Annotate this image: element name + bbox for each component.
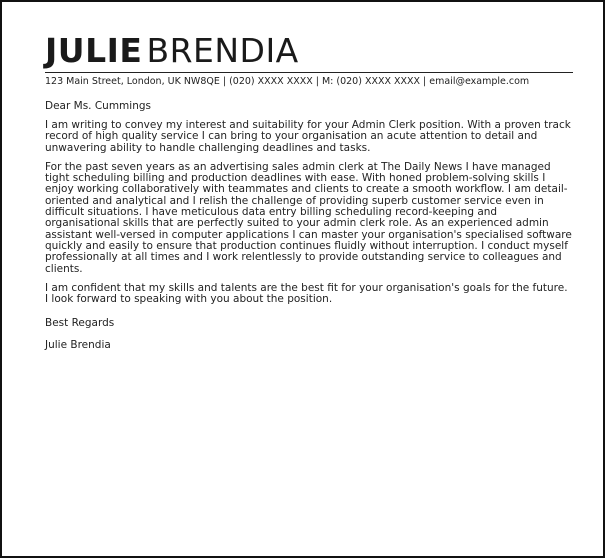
signature-name: Julie Brendia	[45, 339, 111, 352]
contact-line: 123 Main Street, London, UK NW8QE | (020) XXXX XXXX | M: (020) XXXX XXXX | email@example.com	[45, 72, 573, 88]
sender-first-name: JULIE	[45, 31, 143, 70]
salutation: Dear Ms. Cummings	[45, 100, 151, 112]
body-paragraph-2: For the past seven years as an advertising sales admin clerk at The Daily News I have managed tight scheduling billing and production deadlines with ease. With honed problem-solving skills I enjoy working collaboratively with teammates and clients to create a smooth workflow. I am detail-oriented and analytical and I relish the challenge of providing superb customer service even in difficult situations. I have meticulous data entry billing scheduling record-keeping and organisational skills that are perfectly suited to your admin clerk role. As an experienced admin assistant well-versed in computer applications I can master your organisation's specialised software quickly and easily to ensure that production continues fluidly without interruption. I conduct myself professionally at all times and I work relentlessly to provide outstanding service to colleagues and clients.	[45, 160, 572, 275]
closing: Best Regards	[45, 317, 115, 330]
body-paragraph-3: I am confident that my skills and talents are the best fit for your organisation's goals for the future. I look forward to speaking with you about the position.	[45, 281, 568, 306]
letter-content	[45, 32, 573, 351]
sender-name	[45, 32, 573, 70]
sender-last-name: BRENDIA	[146, 31, 299, 70]
body-paragraph-1: I am writing to convey my interest and suitability for your Admin Clerk position. With a proven track record of high quality service I can bring to your organisation an acute attention to detail and unwavering ability to handle challenging deadlines and tasks.	[45, 119, 571, 154]
